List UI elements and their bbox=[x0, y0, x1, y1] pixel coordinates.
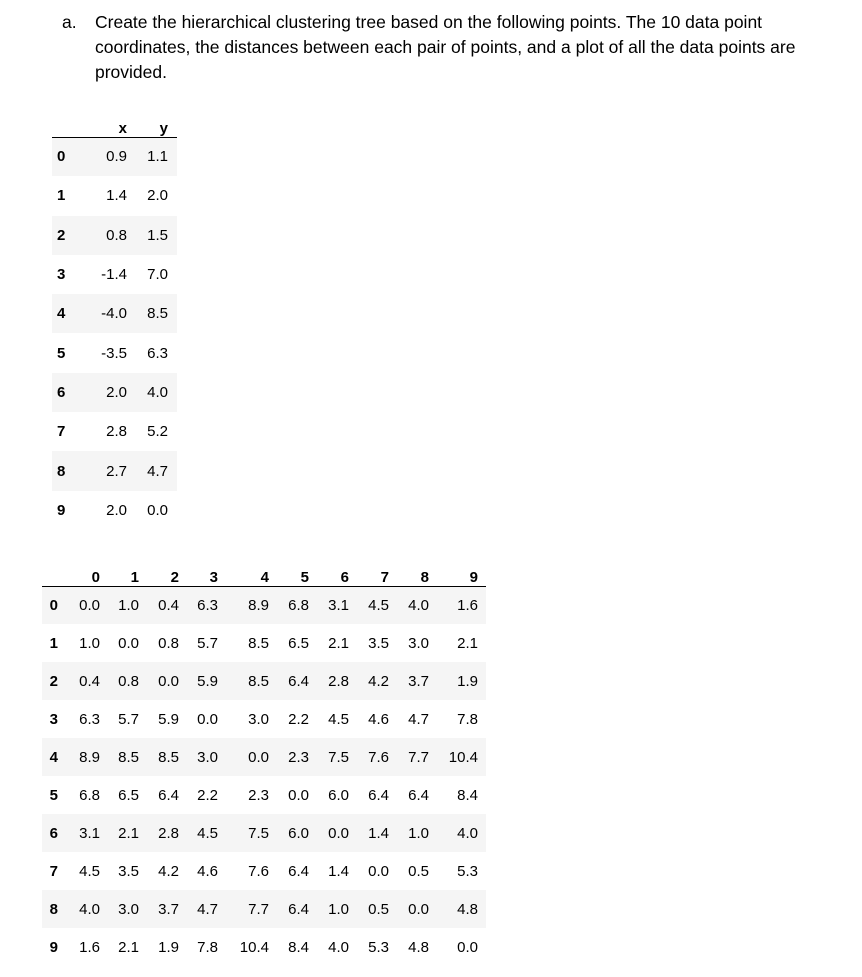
points-table bbox=[52, 99, 177, 530]
distance-cell: 1.0 bbox=[79, 634, 100, 652]
distance-cell: 0.5 bbox=[368, 900, 389, 918]
distance-cell: 8.5 bbox=[248, 672, 269, 690]
question-text: Create the hierarchical clustering tree based on the following points. The 10 data point coordinates, the distances between each pair of points, and a plot of all the data points are provided. bbox=[95, 12, 796, 82]
x-value: 2.0 bbox=[106, 501, 127, 519]
distance-header-cell: 1 bbox=[100, 549, 139, 586]
distance-cell: 6.5 bbox=[118, 786, 139, 804]
distance-cell: 6.3 bbox=[79, 710, 100, 728]
distance-header-cell: 0 bbox=[60, 549, 100, 586]
distance-cell: 6.8 bbox=[79, 786, 100, 804]
row-index: 5 bbox=[57, 344, 66, 362]
table-row bbox=[42, 586, 486, 624]
distance-cell: 1.9 bbox=[158, 938, 179, 956]
distance-cell: 7.6 bbox=[368, 748, 389, 766]
y-value: 8.5 bbox=[147, 305, 168, 323]
x-value: -4.0 bbox=[101, 305, 127, 323]
x-value: 0.9 bbox=[106, 148, 127, 166]
distance-cell: 2.1 bbox=[457, 634, 478, 652]
distance-cell: 6.4 bbox=[158, 786, 179, 804]
distance-cell: 8.4 bbox=[457, 786, 478, 804]
x-value: 0.8 bbox=[106, 226, 127, 244]
distance-cell: 3.1 bbox=[79, 824, 100, 842]
distance-cell: 5.3 bbox=[368, 938, 389, 956]
distance-cell: 6.0 bbox=[288, 824, 309, 842]
distance-cell: 5.9 bbox=[158, 710, 179, 728]
distance-header-cell: 5 bbox=[269, 549, 309, 586]
table-row bbox=[52, 451, 177, 490]
distance-cell: 6.0 bbox=[328, 786, 349, 804]
table-row bbox=[42, 662, 486, 700]
distance-cell: 0.0 bbox=[368, 862, 389, 880]
distance-cell: 0.5 bbox=[408, 862, 429, 880]
distance-cell: 0.4 bbox=[158, 596, 179, 614]
distance-cell: 5.7 bbox=[197, 634, 218, 652]
y-value: 1.1 bbox=[147, 148, 168, 166]
table-row bbox=[42, 700, 486, 738]
row-index: 3 bbox=[49, 710, 58, 728]
x-value: 2.7 bbox=[106, 462, 127, 480]
row-index: 4 bbox=[57, 305, 66, 323]
x-value: -3.5 bbox=[101, 344, 127, 362]
table-row bbox=[52, 412, 177, 451]
distance-cell: 6.4 bbox=[368, 786, 389, 804]
distance-cell: 5.7 bbox=[118, 710, 139, 728]
distance-cell: 4.5 bbox=[197, 824, 218, 842]
table-row bbox=[42, 624, 486, 662]
distance-cell: 0.8 bbox=[118, 672, 139, 690]
row-index: 9 bbox=[57, 501, 66, 519]
distance-header-cell: 4 bbox=[218, 549, 269, 586]
x-value: 2.0 bbox=[106, 383, 127, 401]
table-row bbox=[52, 491, 177, 530]
question-marker: a. bbox=[62, 12, 77, 32]
table-row bbox=[42, 776, 486, 814]
row-index: 9 bbox=[49, 938, 58, 956]
distance-cell: 1.4 bbox=[368, 824, 389, 842]
distance-cell: 2.1 bbox=[118, 938, 139, 956]
distance-cell: 4.0 bbox=[408, 596, 429, 614]
table-row bbox=[52, 333, 177, 372]
distance-cell: 7.7 bbox=[408, 748, 429, 766]
y-value: 6.3 bbox=[147, 344, 168, 362]
y-value: 4.0 bbox=[147, 383, 168, 401]
distance-header-cell: 2 bbox=[139, 549, 179, 586]
table-row bbox=[42, 928, 486, 966]
distance-header-cell: 6 bbox=[309, 549, 349, 586]
distance-cell: 4.6 bbox=[197, 862, 218, 880]
distance-table-header-row bbox=[42, 549, 486, 586]
y-value: 2.0 bbox=[147, 187, 168, 205]
distance-cell: 3.0 bbox=[197, 748, 218, 766]
distance-cell: 1.4 bbox=[328, 862, 349, 880]
y-value: 4.7 bbox=[147, 462, 168, 480]
table-row bbox=[52, 373, 177, 412]
question-block bbox=[62, 10, 852, 85]
row-index: 2 bbox=[49, 672, 58, 690]
distance-header-cell: 7 bbox=[349, 549, 389, 586]
distance-cell: 7.8 bbox=[457, 710, 478, 728]
distance-cell: 4.8 bbox=[408, 938, 429, 956]
distance-cell: 0.0 bbox=[328, 824, 349, 842]
distance-cell: 4.6 bbox=[368, 710, 389, 728]
points-header-y: y bbox=[127, 99, 177, 137]
table-row bbox=[42, 814, 486, 852]
row-index: 1 bbox=[49, 634, 58, 652]
row-index: 7 bbox=[57, 423, 66, 441]
distance-cell: 8.4 bbox=[288, 938, 309, 956]
distance-cell: 6.4 bbox=[288, 862, 309, 880]
distance-cell: 7.6 bbox=[248, 862, 269, 880]
distance-cell: 6.3 bbox=[197, 596, 218, 614]
distance-cell: 3.0 bbox=[118, 900, 139, 918]
distance-cell: 8.5 bbox=[158, 748, 179, 766]
distance-cell: 0.0 bbox=[457, 938, 478, 956]
points-table-header-row bbox=[52, 99, 177, 137]
y-value: 5.2 bbox=[147, 423, 168, 441]
distance-cell: 4.7 bbox=[408, 710, 429, 728]
distance-cell: 4.8 bbox=[457, 900, 478, 918]
distance-cell: 10.4 bbox=[448, 748, 478, 766]
distance-cell: 3.7 bbox=[158, 900, 179, 918]
table-row bbox=[52, 255, 177, 294]
distance-cell: 3.0 bbox=[248, 710, 269, 728]
distance-cell: 0.0 bbox=[118, 634, 139, 652]
row-index: 1 bbox=[57, 187, 66, 205]
distance-header-cell: 9 bbox=[429, 549, 486, 586]
distance-cell: 10.4 bbox=[239, 938, 269, 956]
distance-header-corner bbox=[42, 549, 60, 586]
distance-cell: 1.0 bbox=[408, 824, 429, 842]
distance-cell: 3.5 bbox=[118, 862, 139, 880]
x-value: 1.4 bbox=[106, 187, 127, 205]
distance-cell: 4.0 bbox=[328, 938, 349, 956]
distance-cell: 3.5 bbox=[368, 634, 389, 652]
distance-header-cell: 8 bbox=[389, 549, 429, 586]
distance-cell: 1.9 bbox=[457, 672, 478, 690]
row-index: 0 bbox=[49, 596, 58, 614]
points-header-index bbox=[52, 99, 83, 137]
distance-cell: 6.4 bbox=[408, 786, 429, 804]
distance-cell: 4.5 bbox=[328, 710, 349, 728]
distance-cell: 0.0 bbox=[79, 596, 100, 614]
table-row bbox=[52, 137, 177, 176]
distance-cell: 7.7 bbox=[248, 900, 269, 918]
distance-cell: 1.0 bbox=[328, 900, 349, 918]
distance-cell: 4.5 bbox=[368, 596, 389, 614]
distance-cell: 4.7 bbox=[197, 900, 218, 918]
distance-cell: 0.0 bbox=[248, 748, 269, 766]
distance-cell: 1.6 bbox=[79, 938, 100, 956]
table-row bbox=[42, 738, 486, 776]
distance-header-cell: 3 bbox=[179, 549, 218, 586]
distance-cell: 7.5 bbox=[328, 748, 349, 766]
points-header-x: x bbox=[83, 99, 127, 137]
distance-cell: 0.0 bbox=[408, 900, 429, 918]
distance-cell: 2.2 bbox=[288, 710, 309, 728]
y-value: 0.0 bbox=[147, 501, 168, 519]
distance-cell: 8.9 bbox=[79, 748, 100, 766]
row-index: 6 bbox=[57, 383, 66, 401]
table-row bbox=[52, 216, 177, 255]
y-value: 1.5 bbox=[147, 226, 168, 244]
distance-cell: 0.4 bbox=[79, 672, 100, 690]
row-index: 8 bbox=[57, 462, 66, 480]
table-row bbox=[52, 176, 177, 215]
distance-cell: 8.5 bbox=[118, 748, 139, 766]
distance-cell: 2.3 bbox=[248, 786, 269, 804]
distance-cell: 4.0 bbox=[79, 900, 100, 918]
distance-cell: 4.2 bbox=[158, 862, 179, 880]
distance-cell: 2.8 bbox=[328, 672, 349, 690]
distance-cell: 4.5 bbox=[79, 862, 100, 880]
x-value: 2.8 bbox=[106, 423, 127, 441]
distance-cell: 2.2 bbox=[197, 786, 218, 804]
distance-cell: 5.3 bbox=[457, 862, 478, 880]
distance-cell: 7.8 bbox=[197, 938, 218, 956]
distance-cell: 6.4 bbox=[288, 672, 309, 690]
table-row bbox=[42, 890, 486, 928]
x-value: -1.4 bbox=[101, 266, 127, 284]
row-index: 7 bbox=[49, 862, 58, 880]
distance-cell: 3.1 bbox=[328, 596, 349, 614]
distance-cell: 3.0 bbox=[408, 634, 429, 652]
distance-cell: 3.7 bbox=[408, 672, 429, 690]
distance-cell: 5.9 bbox=[197, 672, 218, 690]
distance-cell: 7.5 bbox=[248, 824, 269, 842]
row-index: 6 bbox=[49, 824, 58, 842]
distance-cell: 0.0 bbox=[158, 672, 179, 690]
row-index: 5 bbox=[49, 786, 58, 804]
table-row bbox=[52, 294, 177, 333]
row-index: 0 bbox=[57, 148, 66, 166]
y-value: 7.0 bbox=[147, 266, 168, 284]
distance-cell: 8.9 bbox=[248, 596, 269, 614]
row-index: 8 bbox=[49, 900, 58, 918]
distance-cell: 2.1 bbox=[328, 634, 349, 652]
distance-table bbox=[42, 549, 486, 966]
distance-cell: 2.3 bbox=[288, 748, 309, 766]
table-row bbox=[42, 852, 486, 890]
distance-cell: 8.5 bbox=[248, 634, 269, 652]
distance-cell: 4.2 bbox=[368, 672, 389, 690]
distance-cell: 0.0 bbox=[197, 710, 218, 728]
distance-cell: 2.8 bbox=[158, 824, 179, 842]
row-index: 3 bbox=[57, 266, 66, 284]
distance-cell: 6.5 bbox=[288, 634, 309, 652]
row-index: 4 bbox=[49, 748, 58, 766]
distance-cell: 6.8 bbox=[288, 596, 309, 614]
distance-cell: 0.8 bbox=[158, 634, 179, 652]
row-index: 2 bbox=[57, 226, 66, 244]
distance-cell: 2.1 bbox=[118, 824, 139, 842]
distance-cell: 6.4 bbox=[288, 900, 309, 918]
distance-cell: 1.0 bbox=[118, 596, 139, 614]
distance-cell: 4.0 bbox=[457, 824, 478, 842]
distance-cell: 0.0 bbox=[288, 786, 309, 804]
distance-cell: 1.6 bbox=[457, 596, 478, 614]
